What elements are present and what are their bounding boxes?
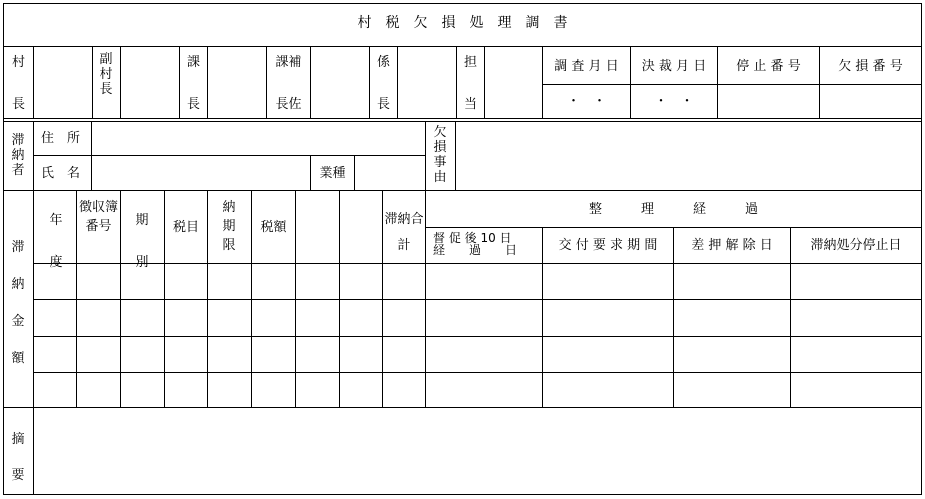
taxpayer-label: 滞納者 — [11, 133, 25, 178]
address-label: 住 所 — [41, 131, 81, 146]
seizure-release-date-header: 差 押 解 除 日 — [691, 238, 773, 253]
industry-field[interactable] — [355, 156, 425, 190]
loss-number-field[interactable] — [820, 85, 921, 118]
decision-date-header: 決 裁 月 日 — [641, 59, 707, 74]
section-head-seal-box[interactable] — [208, 47, 266, 118]
period-header: 期別 — [135, 213, 149, 270]
decision-date-field[interactable]: ・ ・ — [654, 94, 694, 109]
staff-label-top: 担 — [463, 55, 477, 70]
section-head-label-top: 課 — [186, 55, 200, 70]
ledger-number-header: 徴収簿番号 — [78, 200, 118, 234]
suspension-date-header: 滞納処分停止日 — [810, 238, 902, 253]
village-head-seal-box[interactable] — [34, 47, 92, 118]
village-head-label-bottom: 長 — [11, 97, 25, 112]
table-row[interactable] — [34, 337, 921, 372]
loss-reason-label: 欠損事由 — [433, 125, 447, 185]
subsection-head-seal-box[interactable] — [398, 47, 456, 118]
staff-seal-box[interactable] — [485, 47, 542, 118]
loss-number-header: 欠 損 番 号 — [838, 59, 903, 74]
name-label: 氏 名 — [41, 166, 81, 181]
survey-date-field[interactable]: ・ ・ — [566, 94, 606, 109]
table-row[interactable] — [34, 373, 921, 407]
assistant-section-head-seal-box[interactable] — [311, 47, 369, 118]
deputy-seal-box[interactable] — [121, 47, 179, 118]
table-row[interactable] — [34, 300, 921, 336]
assistant-section-head-label-bottom: 長佐 — [275, 97, 302, 112]
name-field[interactable] — [92, 156, 310, 190]
remarks-label: 摘要 — [11, 432, 25, 483]
village-head-label-top: 村 — [11, 55, 25, 70]
subsection-head-label-bottom: 長 — [376, 97, 390, 112]
suspension-number-field[interactable] — [718, 85, 819, 118]
rule — [92, 46, 93, 119]
tax-item-header: 税目 — [172, 220, 199, 235]
loss-reason-field[interactable] — [456, 122, 921, 190]
deputy-village-head-label: 副村長 — [99, 52, 113, 97]
process-history-header: 整 理 経 過 — [588, 202, 758, 217]
rule — [3, 494, 922, 495]
delivery-request-period-header: 交 付 要 求 期 間 — [558, 238, 658, 253]
demand-elapsed-header: 督 促 後 10 日 — [433, 231, 512, 245]
table-row[interactable] — [34, 264, 921, 299]
fiscal-year-header: 年度 — [49, 213, 63, 270]
rule — [921, 3, 922, 495]
arrears-total-header: 滞納合計 — [384, 212, 424, 253]
arrears-amount-label: 滞納金額 — [11, 240, 25, 366]
demand-elapsed-subheader: 経 過 日 — [433, 243, 518, 257]
survey-date-header: 調 査 月 日 — [554, 59, 619, 74]
suspension-number-header: 停 止 番 号 — [736, 59, 801, 74]
remarks-field[interactable] — [34, 408, 921, 494]
rule — [3, 3, 4, 495]
assistant-section-head-label-top: 課補 — [275, 55, 302, 70]
industry-label: 業種 — [319, 166, 346, 181]
tax-amount-header: 税額 — [260, 220, 287, 235]
staff-label-bottom: 当 — [463, 97, 477, 112]
rule — [3, 3, 922, 4]
due-date-header: 納期限 — [222, 200, 236, 253]
rule — [3, 190, 922, 191]
rule — [425, 121, 426, 191]
address-field[interactable] — [92, 122, 425, 155]
form-title: 村 税 欠 損 処 理 調 書 — [357, 15, 568, 31]
section-head-label-bottom: 長 — [186, 97, 200, 112]
subsection-head-label-top: 係 — [376, 55, 390, 70]
rule — [33, 121, 34, 191]
rule — [3, 118, 922, 119]
